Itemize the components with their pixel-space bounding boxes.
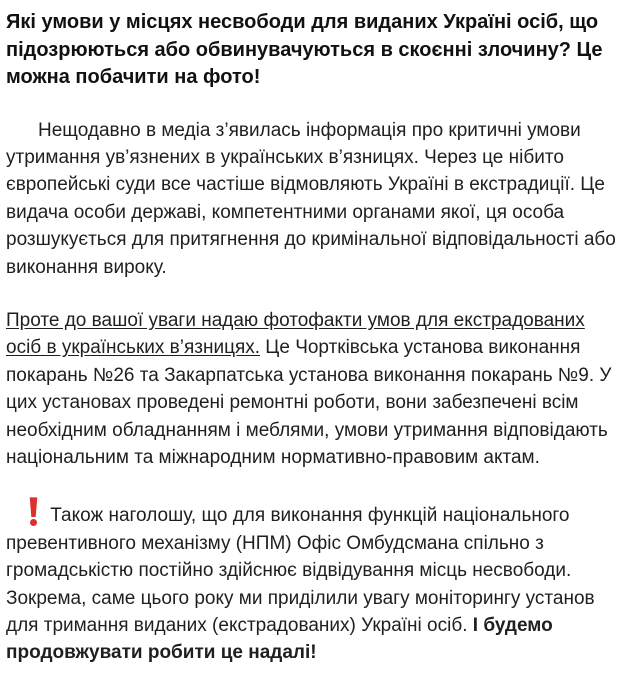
- paragraph-npm-bold-ending: І будемо продовжувати робити це надалі!: [6, 615, 553, 664]
- paragraph-intro: Нещодавно в медіа з’явилась інформація про критичні умови утримання ув’язнених в українських в’язницях. Через це нібито європейські суди все частіше відмовляють Україні в екстрадиції. Це видача особи державі, компетентними органами якої, ця особа розшукується для притягнення до кримінальної відповідальності або виконання вироку.: [6, 119, 616, 278]
- paragraph-photofacts-rest: Це Чортківська установа виконання покарань №26 та Закарпатська установа виконання покарань №9. У цих установах проведені ремонтні роботи, вони забезпечені всім необхідним обладнанням і меблями, умови утримання відповідають національним та міжнародним нормативно-правовим актам.: [6, 337, 612, 468]
- paragraph-photofacts: [6, 307, 622, 471]
- red-exclamation-icon: [27, 497, 40, 527]
- paragraph-npm: [6, 497, 622, 666]
- underlined-statement: Проте до вашої уваги надаю фотофакти умов для екстрадованих осіб в українських в’язницях.: [6, 309, 585, 359]
- paragraph-npm-text: Також наголошу, що для виконання функцій національного превентивного механізму (НПМ) Офіс Омбудсмана спільно з громадськістю постійно здійснює відвідування місць несвободи. Зокрема, саме цього року ми приділили увагу моніторингу установ для тримання виданих (екстрадованих) Україні осіб.: [6, 505, 595, 636]
- post-heading: Які умови у місцях несвободи для виданих Україні осіб, що підозрюються або обвинувачуються в скоєнні злочину? Це можна побачити на фото!: [6, 11, 603, 88]
